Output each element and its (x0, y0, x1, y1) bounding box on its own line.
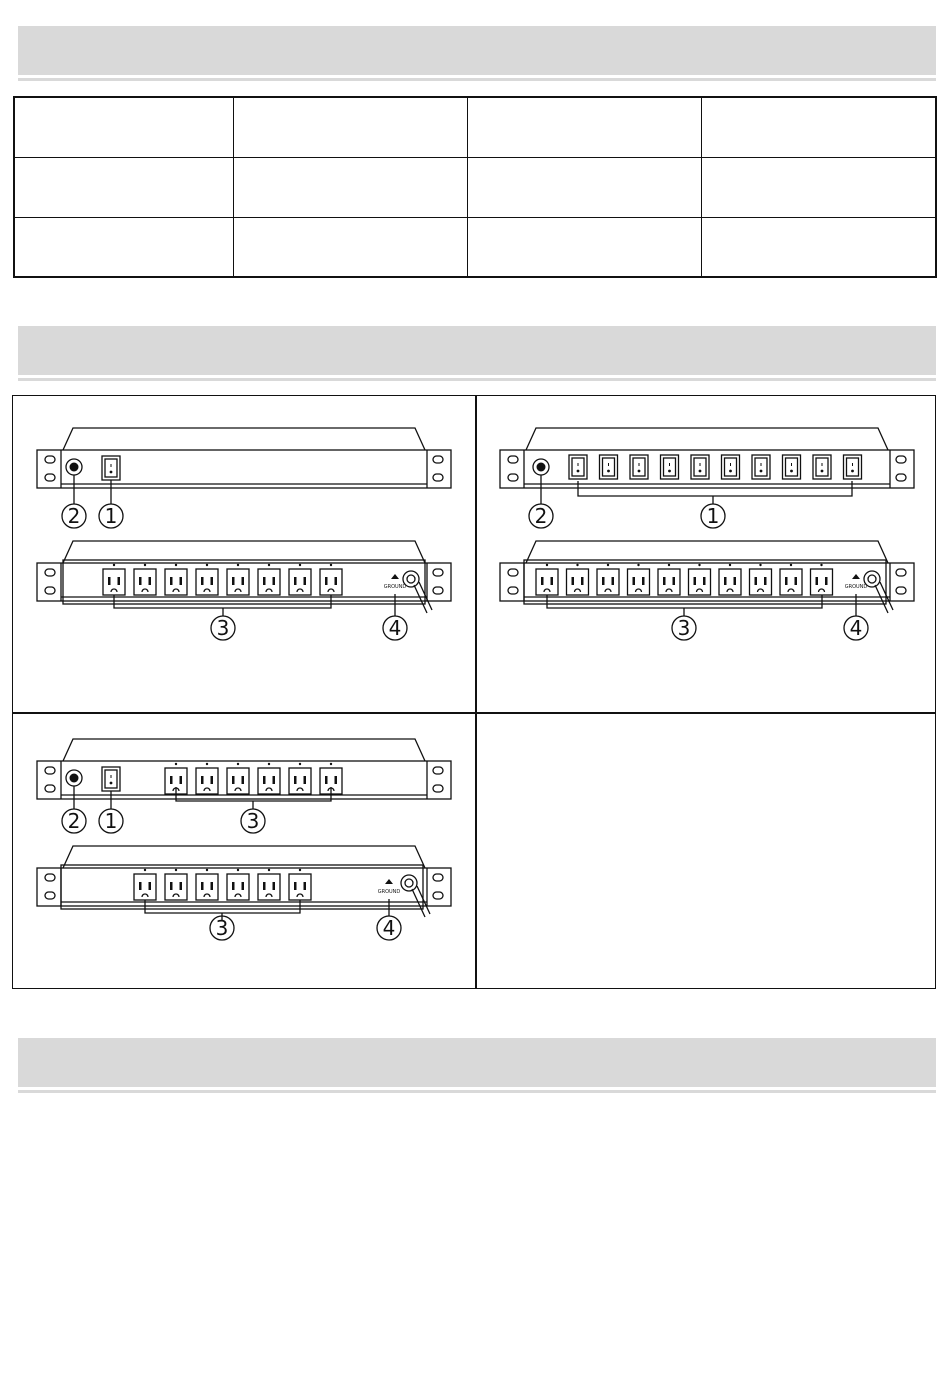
ac-outlet-icon (795, 577, 798, 585)
mounting-slot (45, 474, 55, 481)
power-switch-icon (633, 458, 645, 476)
table-cell (14, 217, 233, 277)
ac-outlet-icon (273, 882, 276, 890)
mounting-slot (45, 569, 55, 576)
callout-number: 3 (677, 616, 691, 640)
ac-outlet-icon (263, 776, 266, 784)
callout-number: 2 (67, 504, 81, 528)
outlet-number-mark (576, 564, 578, 566)
front-panel-lid (63, 739, 425, 761)
table-row (14, 217, 936, 277)
power-switch-icon (821, 470, 824, 473)
ac-outlet-icon (258, 569, 280, 595)
ac-outlet-icon (764, 577, 767, 585)
mounting-slot (433, 767, 443, 774)
outlet-number-mark (330, 564, 332, 566)
table-cell (467, 217, 701, 277)
ac-outlet-icon (242, 776, 245, 784)
rack-panel-diagram (476, 396, 935, 712)
outlet-number-mark (330, 763, 332, 765)
power-switch-icon (790, 470, 793, 473)
power-switch-icon (847, 458, 859, 476)
ac-outlet-icon (755, 577, 758, 585)
ac-outlet-icon (294, 776, 297, 784)
ac-outlet-icon (266, 894, 272, 897)
table-cell (701, 97, 936, 157)
ac-outlet-icon (536, 569, 558, 595)
ac-outlet-icon (211, 776, 214, 784)
outlet-number-mark (113, 564, 115, 566)
ac-outlet-icon (642, 577, 645, 585)
ac-outlet-icon (597, 569, 619, 595)
outlet-number-mark (790, 564, 792, 566)
ac-outlet-icon (142, 589, 148, 592)
ac-outlet-icon (575, 589, 581, 592)
ac-outlet-icon (108, 577, 111, 585)
ac-outlet-icon (697, 589, 703, 592)
mounting-slot (45, 587, 55, 594)
power-switch-icon (699, 470, 702, 473)
ac-outlet-icon (605, 589, 611, 592)
ac-outlet-icon (211, 577, 214, 585)
mounting-slot (896, 569, 906, 576)
ac-outlet-icon (139, 882, 142, 890)
outlet-number-mark (299, 564, 301, 566)
ac-outlet-icon (750, 569, 772, 595)
ac-outlet-icon (581, 577, 584, 585)
ac-outlet-icon (304, 776, 307, 784)
mounting-slot (45, 456, 55, 463)
ac-outlet-icon (304, 577, 307, 585)
ac-outlet-icon (227, 874, 249, 900)
circuit-breaker-icon (70, 463, 79, 472)
ac-outlet-icon (235, 788, 241, 791)
ac-outlet-icon (289, 569, 311, 595)
outlet-number-mark (268, 869, 270, 871)
callout-number: 1 (104, 809, 118, 833)
mounting-slot (508, 456, 518, 463)
power-switch-icon (110, 782, 113, 785)
table-cell (233, 217, 467, 277)
spec-table (13, 96, 937, 278)
ac-outlet-icon (258, 768, 280, 794)
ac-outlet-icon (180, 577, 183, 585)
outlet-number-mark (237, 763, 239, 765)
mounting-slot (508, 569, 518, 576)
ac-outlet-icon (811, 569, 833, 595)
ac-outlet-icon (204, 894, 210, 897)
table-cell (14, 157, 233, 217)
ac-outlet-icon (196, 768, 218, 794)
ac-outlet-icon (551, 577, 554, 585)
ac-outlet-icon (689, 569, 711, 595)
ac-outlet-icon (232, 577, 235, 585)
power-switch-icon (755, 458, 767, 476)
mounting-slot (45, 785, 55, 792)
table-cell (467, 97, 701, 157)
ac-outlet-icon (142, 894, 148, 897)
ac-outlet-icon (180, 882, 183, 890)
ac-outlet-icon (612, 577, 615, 585)
ac-outlet-icon (289, 874, 311, 900)
outlet-number-mark (820, 564, 822, 566)
power-switch-icon (786, 458, 798, 476)
callout-number: 1 (104, 504, 118, 528)
ac-outlet-icon (325, 776, 328, 784)
outlet-number-mark (698, 564, 700, 566)
ac-outlet-icon (227, 569, 249, 595)
callout-number: 3 (215, 916, 229, 940)
outlet-number-mark (175, 763, 177, 765)
ac-outlet-icon (149, 577, 152, 585)
ac-outlet-icon (118, 577, 121, 585)
ac-outlet-icon (170, 577, 173, 585)
mounting-slot (433, 874, 443, 881)
ac-outlet-icon (320, 569, 342, 595)
power-switch-icon (105, 770, 117, 788)
callout-number: 3 (216, 616, 230, 640)
ac-outlet-icon (663, 577, 666, 585)
mounting-slot (433, 456, 443, 463)
outlet-number-mark (759, 564, 761, 566)
rack-panel-diagram (13, 713, 475, 988)
outlet-number-mark (206, 763, 208, 765)
mounting-slot (45, 874, 55, 881)
diagram-model-c (13, 713, 475, 988)
callout-number: 4 (849, 616, 863, 640)
ac-outlet-icon (289, 768, 311, 794)
ac-outlet-icon (173, 589, 179, 592)
outlet-number-mark (268, 564, 270, 566)
power-switch-icon (607, 470, 610, 473)
callout-number: 4 (382, 916, 396, 940)
power-cord-icon (407, 575, 415, 583)
ac-outlet-icon (335, 577, 338, 585)
table-row (14, 157, 936, 217)
outlet-number-mark (144, 869, 146, 871)
section-header-band (18, 26, 936, 75)
power-switch-icon (664, 458, 676, 476)
section-divider (18, 1090, 936, 1093)
ac-outlet-icon (335, 776, 338, 784)
callout-number: 1 (706, 504, 720, 528)
ac-outlet-icon (541, 577, 544, 585)
ac-outlet-icon (297, 589, 303, 592)
ac-outlet-icon (825, 577, 828, 585)
ac-outlet-icon (719, 569, 741, 595)
mounting-slot (508, 587, 518, 594)
outlet-number-mark (546, 564, 548, 566)
ac-outlet-icon (658, 569, 680, 595)
ac-outlet-icon (180, 776, 183, 784)
outlet-number-mark (237, 869, 239, 871)
ac-outlet-icon (204, 589, 210, 592)
ground-label: GROUND (377, 889, 401, 895)
power-cord-icon (868, 575, 876, 583)
outlet-number-mark (299, 869, 301, 871)
diagram-empty-cell (476, 713, 935, 988)
ac-outlet-icon (263, 577, 266, 585)
outlet-number-mark (729, 564, 731, 566)
ac-outlet-icon (819, 589, 825, 592)
ac-outlet-icon (297, 788, 303, 791)
ac-outlet-icon (211, 882, 214, 890)
ac-outlet-icon (170, 776, 173, 784)
ac-outlet-icon (134, 569, 156, 595)
table-row (14, 97, 936, 157)
ac-outlet-icon (785, 577, 788, 585)
outlet-number-mark (637, 564, 639, 566)
ac-outlet-icon (165, 569, 187, 595)
mounting-slot (433, 587, 443, 594)
ac-outlet-icon (235, 894, 241, 897)
table-cell (467, 157, 701, 217)
ac-outlet-icon (694, 577, 697, 585)
ac-outlet-icon (242, 577, 245, 585)
power-switch-icon (694, 458, 706, 476)
callout-number: 2 (67, 809, 81, 833)
power-switch-icon (725, 458, 737, 476)
section-divider (18, 78, 936, 81)
ground-icon (385, 879, 393, 884)
ac-outlet-icon (734, 577, 737, 585)
ac-outlet-icon (242, 882, 245, 890)
mounting-slot (508, 474, 518, 481)
power-switch-icon (729, 470, 732, 473)
power-cord-icon (403, 571, 419, 587)
ac-outlet-icon (232, 882, 235, 890)
diagram-grid (12, 395, 936, 989)
ac-outlet-icon (673, 577, 676, 585)
ac-outlet-icon (325, 577, 328, 585)
ac-outlet-icon (758, 589, 764, 592)
power-switch-icon (105, 459, 117, 477)
power-cord-icon (405, 879, 413, 887)
outlet-number-mark (175, 869, 177, 871)
outlet-number-mark (268, 763, 270, 765)
ac-outlet-icon (788, 589, 794, 592)
ac-outlet-icon (273, 776, 276, 784)
ac-outlet-icon (201, 882, 204, 890)
front-panel-lid (526, 428, 888, 450)
ac-outlet-icon (727, 589, 733, 592)
callout-number: 4 (388, 616, 402, 640)
diagram-model-a (13, 396, 475, 712)
ac-outlet-icon (273, 577, 276, 585)
ac-outlet-icon (724, 577, 727, 585)
section-divider (18, 378, 936, 381)
table-cell (14, 97, 233, 157)
ac-outlet-icon (266, 788, 272, 791)
ac-outlet-icon (602, 577, 605, 585)
mounting-slot (433, 569, 443, 576)
power-switch-icon (638, 470, 641, 473)
ac-outlet-icon (328, 589, 334, 592)
mounting-slot (433, 474, 443, 481)
ac-outlet-icon (816, 577, 819, 585)
ground-label: GROUND (383, 584, 407, 590)
mounting-slot (45, 892, 55, 899)
ac-outlet-icon (170, 882, 173, 890)
power-switch-icon (572, 458, 584, 476)
ac-outlet-icon (227, 768, 249, 794)
ground-icon (852, 574, 860, 579)
ac-outlet-icon (111, 589, 117, 592)
power-switch-icon (668, 470, 671, 473)
ac-outlet-icon (544, 589, 550, 592)
mounting-slot (896, 587, 906, 594)
ac-outlet-icon (196, 569, 218, 595)
mounting-slot (433, 785, 443, 792)
front-panel-lid (63, 428, 425, 450)
ac-outlet-icon (263, 882, 266, 890)
circuit-breaker-icon (537, 463, 546, 472)
outlet-number-mark (299, 763, 301, 765)
outlet-number-mark (144, 564, 146, 566)
ac-outlet-icon (297, 894, 303, 897)
ac-outlet-icon (567, 569, 589, 595)
ac-outlet-icon (636, 589, 642, 592)
ac-outlet-icon (294, 577, 297, 585)
outlet-number-mark (175, 564, 177, 566)
section-header-band (18, 326, 936, 375)
outlet-number-mark (237, 564, 239, 566)
outlet-number-mark (607, 564, 609, 566)
mounting-slot (45, 767, 55, 774)
ac-outlet-icon (235, 589, 241, 592)
callout-number: 3 (246, 809, 260, 833)
ac-outlet-icon (304, 882, 307, 890)
circuit-breaker-icon (70, 774, 79, 783)
ac-outlet-icon (134, 874, 156, 900)
ac-outlet-icon (201, 776, 204, 784)
outlet-number-mark (668, 564, 670, 566)
outlet-number-mark (206, 869, 208, 871)
mounting-slot (896, 474, 906, 481)
ac-outlet-icon (780, 569, 802, 595)
ac-outlet-icon (633, 577, 636, 585)
ac-outlet-icon (149, 882, 152, 890)
ground-label: GROUND (844, 584, 868, 590)
table-cell (701, 217, 936, 277)
mounting-slot (896, 456, 906, 463)
ac-outlet-icon (628, 569, 650, 595)
ac-outlet-icon (266, 589, 272, 592)
table-cell (233, 97, 467, 157)
ac-outlet-icon (103, 569, 125, 595)
ac-outlet-icon (201, 577, 204, 585)
ac-outlet-icon (173, 894, 179, 897)
ac-outlet-icon (258, 874, 280, 900)
power-cord-icon (401, 875, 417, 891)
power-switch-icon (760, 470, 763, 473)
ac-outlet-icon (572, 577, 575, 585)
outlet-number-mark (206, 564, 208, 566)
power-switch-icon (110, 471, 113, 474)
power-switch-icon (816, 458, 828, 476)
ac-outlet-icon (196, 874, 218, 900)
ac-outlet-icon (232, 776, 235, 784)
ac-outlet-icon (703, 577, 706, 585)
ground-icon (391, 574, 399, 579)
ac-outlet-icon (204, 788, 210, 791)
ac-outlet-icon (294, 882, 297, 890)
ac-outlet-icon (165, 874, 187, 900)
front-panel (37, 450, 451, 488)
table-cell (233, 157, 467, 217)
power-cord-icon (864, 571, 880, 587)
ac-outlet-icon (666, 589, 672, 592)
power-switch-icon (603, 458, 615, 476)
section-header-band (18, 1038, 936, 1087)
power-switch-icon (851, 470, 854, 473)
table-cell (701, 157, 936, 217)
ac-outlet-icon (139, 577, 142, 585)
mounting-slot (433, 892, 443, 899)
rack-panel-diagram (13, 396, 475, 712)
callout-number: 2 (534, 504, 548, 528)
diagram-model-b (476, 396, 935, 712)
power-switch-icon (577, 470, 580, 473)
